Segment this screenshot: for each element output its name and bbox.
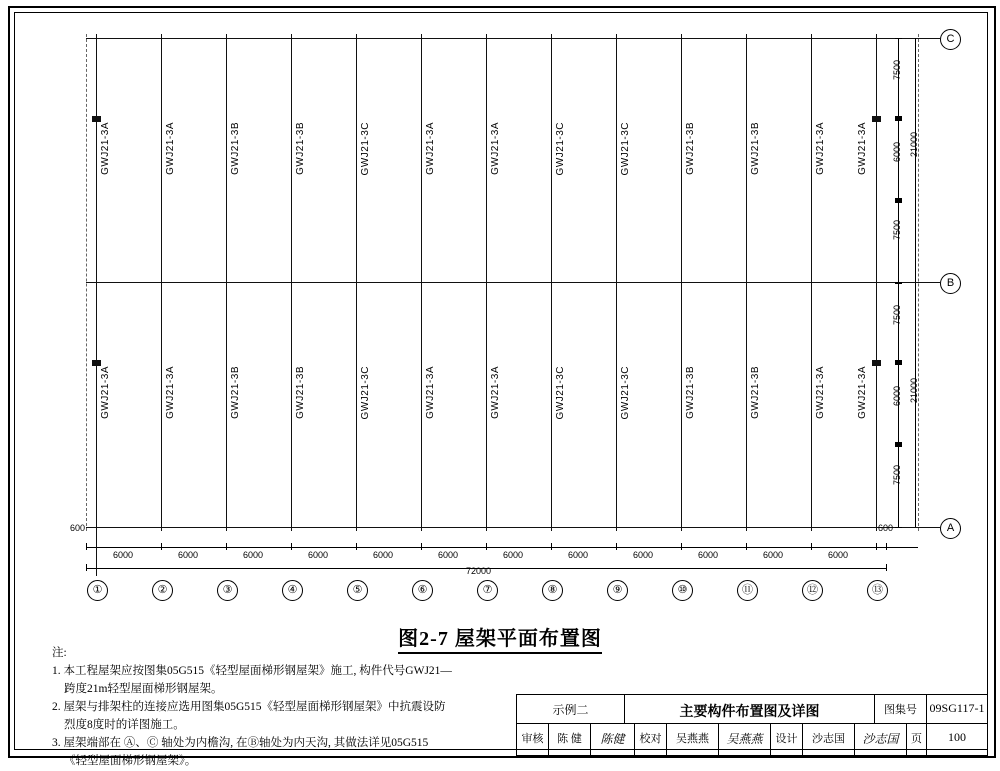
dim-tick [226,543,227,550]
dim-arrow [895,360,902,365]
check-label-cell [635,724,667,755]
dim-tick [895,527,902,528]
note-item: 《轻型屋面梯形钢屋架》。 [64,755,197,767]
dim-tick [161,543,162,550]
truss-label: GWJ21-3B [685,122,696,175]
example-label: 示例二 [552,703,589,717]
dim-tick [895,283,902,284]
notes-block [52,645,522,771]
page-number-cell [927,724,987,755]
dim-tick [876,543,877,550]
design-signature: 沙志国 [862,732,899,746]
total-length-value: 72000 [466,566,492,576]
dim-tick [356,543,357,550]
column-marker [872,116,881,122]
dim-arrow [895,116,902,121]
truss-label: GWJ21-3A [490,366,501,419]
vertical-dim-value: 6000 [892,142,902,163]
bay-dim: 6000 [503,550,524,560]
truss-label: GWJ21-3A [857,122,868,175]
axis-bubble-8: ⑧ [542,580,563,601]
vertical-total-dim-value: 21000 [909,378,919,404]
dim-tick [616,543,617,550]
bay-dim: 6000 [828,550,849,560]
review-label: 审核 [521,733,544,745]
truss-label: GWJ21-3A [490,122,501,175]
truss-line [551,34,552,531]
vertical-dim-value: 7500 [892,305,902,326]
dim-tick [86,564,87,571]
bay-dim: 6000 [113,550,134,560]
bay-dim: 6000 [568,550,589,560]
axis-bubble-10: ⑩ [672,580,693,601]
horizontal-dim-line [86,547,918,548]
axis-bubble-2: ② [152,580,173,601]
truss-label: GWJ21-3C [555,122,566,176]
dim-arrow [895,442,902,447]
figure-caption-text: 图2-7 屋架平面布置图 [398,628,602,654]
axis-bubble-7: ⑦ [477,580,498,601]
truss-label: GWJ21-3A [425,122,436,175]
dim-tick [895,38,902,39]
note-item: 3. 屋架端部在 Ⓐ、Ⓒ 轴处为内檐沟, 在Ⓑ轴处为内天沟, 其做法详见05G515 [52,737,429,749]
design-name-cell [803,724,855,755]
truss-label: GWJ21-3A [857,366,868,419]
dim-tick [291,543,292,550]
truss-line [681,34,682,531]
main-title-cell [625,695,875,723]
check-name: 吴燕燕 [676,733,709,745]
axis-bubble-5: ⑤ [347,580,368,601]
truss-line [486,34,487,531]
truss-label: GWJ21-3B [685,366,696,419]
atlas-number: 09SG117-1 [929,701,985,715]
truss-label: GWJ21-3A [100,366,111,419]
vertical-dim-value: 7500 [892,60,902,81]
dim-tick [551,543,552,550]
truss-label: GWJ21-3C [360,366,371,420]
note-item: 1. 本工程屋架应按图集05G515《轻型屋面梯形钢屋架》施工, 构件代号GWJ21— [52,665,452,677]
dim-tick [86,543,87,550]
dim-arrow [895,198,902,203]
axis-bubble-leader-B [918,282,940,283]
bay-dim: 6000 [438,550,459,560]
truss-line [811,34,812,531]
truss-label: GWJ21-3B [750,122,761,175]
main-title: 主要构件布置图及详图 [679,705,820,720]
bay-dim: 6000 [763,550,784,560]
dim-tick [486,543,487,550]
truss-line [291,34,292,531]
bay-dim: 6000 [633,550,654,560]
truss-label: GWJ21-3B [230,122,241,175]
bay-dim: 6000 [698,550,719,560]
note-item: 跨度21m轻型屋面梯形钢屋架。 [64,683,223,695]
truss-label: GWJ21-3C [360,122,371,176]
truss-line [356,34,357,531]
axis-line-B [86,282,918,283]
truss-line [876,34,877,531]
axis-bubble-3: ③ [217,580,238,601]
axis-bubble-B: B [940,273,961,294]
vertical-total-dim-line-upper [915,38,916,282]
edge-dim-right: 600 [878,523,894,533]
review-label-cell [517,724,549,755]
truss-line [161,34,162,531]
review-signature: 陈健 [600,732,625,746]
column-marker [872,360,881,366]
vertical-total-dim-value: 21000 [909,132,919,158]
truss-label: GWJ21-3B [295,122,306,175]
check-label: 校对 [639,733,662,745]
truss-line [746,34,747,531]
axis-bubble-C: C [940,29,961,50]
notes-title: 注: [52,647,67,659]
truss-label: GWJ21-3A [165,122,176,175]
check-name-cell [667,724,719,755]
note-item: 烈度8度时的详图施工。 [64,719,185,731]
truss-label: GWJ21-3A [100,122,111,175]
axis-bubble-1: ① [87,580,108,601]
truss-label: GWJ21-3B [230,366,241,419]
atlas-number-cell [927,695,987,723]
dim-tick [886,543,887,550]
vertical-dim-value: 7500 [892,465,902,486]
example-label-cell [517,695,625,723]
design-signature-cell [855,724,907,755]
axis-bubble-13: ⑬ [867,580,888,601]
dim-tick [811,543,812,550]
axis-bubble-leader-C [918,38,940,39]
title-block-row-bottom [517,724,987,755]
truss-label: GWJ21-3C [620,366,631,420]
design-name: 沙志国 [812,733,845,745]
title-block-row-top [517,695,987,724]
dim-tick [746,543,747,550]
page-label-cell [907,724,927,755]
bay-dim: 6000 [178,550,199,560]
dim-tick [681,543,682,550]
dim-tick [421,543,422,550]
design-label: 设计 [775,733,798,745]
truss-label: GWJ21-3A [425,366,436,419]
review-name: 陈 健 [557,733,582,745]
truss-label: GWJ21-3C [620,122,631,176]
bay-dim: 6000 [308,550,329,560]
review-name-cell [549,724,591,755]
bay-dim: 6000 [243,550,264,560]
review-signature-cell [591,724,635,755]
axis-bubble-leader-A [918,527,940,528]
page-number: 100 [948,730,966,744]
truss-line [421,34,422,531]
truss-line [96,34,97,531]
axis-bubble-12: ⑫ [802,580,823,601]
axis-line-A [86,527,918,528]
truss-label: GWJ21-3B [750,366,761,419]
title-block [516,694,988,756]
axis-bubble-11: ⑪ [737,580,758,601]
design-label-cell [771,724,803,755]
check-signature: 吴燕燕 [726,732,763,746]
axis-line-C [86,38,918,39]
vertical-dim-value: 6000 [892,386,902,407]
axis-bubble-6: ⑥ [412,580,433,601]
truss-label: GWJ21-3A [815,366,826,419]
vertical-total-dim-line-lower [915,283,916,527]
axis-bubble-4: ④ [282,580,303,601]
axis-bubble-9: ⑨ [607,580,628,601]
axis-bubble-leader [96,531,97,576]
atlas-label-cell [875,695,927,723]
edge-dash-left [86,34,87,531]
truss-label: GWJ21-3C [555,366,566,420]
note-item: 2. 屋架与排架柱的连接应选用图集05G515《轻型屋面梯形钢屋架》中抗震设防 [52,701,446,713]
truss-line [226,34,227,531]
axis-bubble-A: A [940,518,961,539]
check-signature-cell [719,724,771,755]
truss-label: GWJ21-3B [295,366,306,419]
vertical-dim-value: 7500 [892,220,902,241]
atlas-label: 图集号 [884,704,917,716]
truss-line [616,34,617,531]
page-label: 页 [911,733,922,745]
edge-dim-left: 600 [70,523,86,533]
truss-label: GWJ21-3A [165,366,176,419]
bay-dim: 6000 [373,550,394,560]
truss-label: GWJ21-3A [815,122,826,175]
dim-tick [886,564,887,571]
